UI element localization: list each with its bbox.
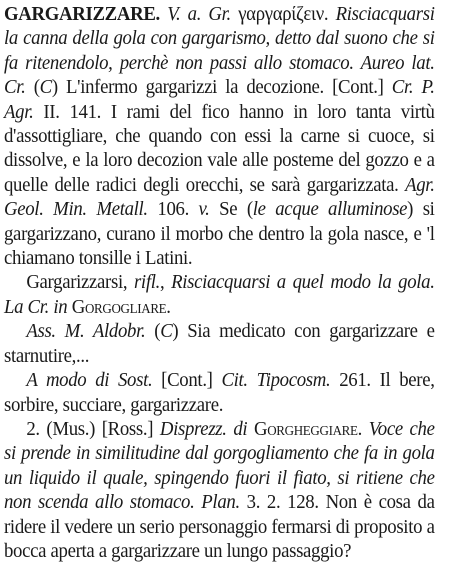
gargarizzare-main-segment: V. a. Gr.	[167, 3, 231, 25]
gargarizzare-main-segment: v.	[198, 198, 210, 221]
paragraph-sense-2	[4, 417, 435, 563]
sostantivo-segment: [Cont.]	[152, 369, 222, 392]
sense-2-segment: Voce che si prende in similitudine dal gorgogliamento che fa in gola un liquido il quale, spingendo fuori il fiato, si ritiene che non scenda allo stomaco. Plan.	[4, 417, 435, 514]
sostantivo-segment: Cit. Tipocosm.	[221, 369, 331, 392]
paragraph-sostantivo	[4, 368, 435, 417]
gargarizzare-main-segment: GARGARIZZARE.	[4, 3, 160, 25]
sostantivo-segment: 261. Il bere, sorbire, succiare, gargarizzare.	[4, 369, 435, 416]
gargarizzare-main-segment: γαργαρίζειν.	[230, 3, 336, 25]
gargarizzare-main-segment: Risciacquarsi la canna della gola con gargarismo, detto dal suono che si fa ritenendolo, perchè non passi allo stomaco. Aureo lat. Cr.	[4, 3, 435, 99]
paragraph-gargarizzarsi	[4, 270, 435, 319]
gargarizzare-main-segment: Cr. P. Agr.	[4, 76, 435, 123]
gargarizzare-main-segment: 106.	[147, 198, 199, 221]
aldobrandini-segment: Ass. M. Aldobr.	[26, 320, 146, 343]
sense-2-segment: 2. (Mus.) [Ross.]	[26, 417, 160, 440]
aldobrandini-segment: (	[145, 320, 161, 343]
dictionary-entry	[4, 2, 435, 563]
sense-2-segment: Disprezz. di	[159, 417, 248, 440]
aldobrandini-segment: ) Sia medicato con gargarizzare e starnutire,...	[4, 320, 435, 367]
sense-2-segment: 3. 2. 128. Non è cosa da ridere il vedere un serio personaggio fermarsi di proposito a bocca aperta a gargarizzare un lungo passaggio?	[4, 491, 435, 562]
gargarizzare-main-segment	[160, 3, 167, 25]
sostantivo-segment: A modo di Sost.	[26, 369, 153, 392]
gargarizzarsi-segment: Gargarizzarsi,	[26, 271, 134, 294]
gargarizzarsi-segment: rifl.	[133, 271, 160, 294]
gargarizzare-main-segment: ) si gargarizzano, curano il morbo che dentro la gola nasce, e 'l chiamano tonsille i Latini.	[4, 198, 435, 270]
paragraph-gargarizzare-main	[4, 2, 435, 270]
gargarizzare-main-segment: II. 141. I rami del fico hanno in loro tanta virtù d'assottigliare, che quando con essi la carne si cuoce, si dissolve, e la loro decozion vale alle posteme del gozzo e a quelle delle radici degli orecchi, se sarà gargarizzata.	[4, 100, 435, 196]
gargarizzare-main-segment: Se (	[209, 198, 253, 221]
gargarizzare-main-segment: ) L'infermo gargarizzi la decozione. [Cont.]	[51, 76, 392, 99]
aldobrandini-segment: C	[160, 320, 173, 343]
gargarizzare-main-segment: C	[39, 76, 52, 99]
paragraph-aldobrandini	[4, 319, 435, 368]
gargarizzarsi-segment: Gorgogliare.	[67, 295, 171, 318]
gargarizzarsi-segment: ,	[159, 271, 172, 294]
gargarizzare-main-segment: (	[25, 76, 40, 99]
sense-2-segment: Gorgheggiare.	[247, 417, 363, 440]
gargarizzarsi-segment: Risciacquarsi a quel modo la gola. La Cr. in	[4, 271, 435, 318]
gargarizzare-main-segment: le acque alluminose	[252, 198, 408, 221]
gargarizzare-main-segment: Agr. Geol. Min. Metall.	[4, 173, 435, 221]
